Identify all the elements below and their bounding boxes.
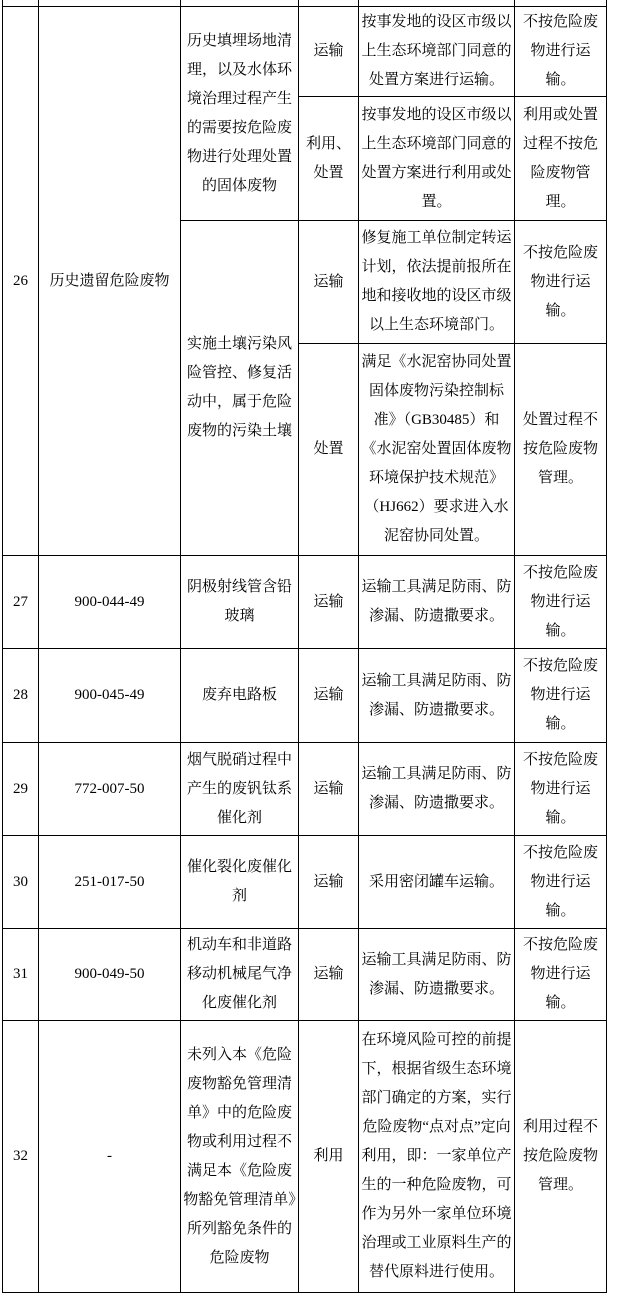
cell-exempt-condition: 运输工具满足防雨、防渗漏、防遗撒要求。: [359, 929, 515, 1021]
cell-row-number: 27: [3, 556, 39, 649]
cell-waste-description: 实施土壤污染风险管控、修复活动中，属于危险废物的污染土壤: [181, 221, 299, 556]
cell-exempt-stage: 处置: [299, 344, 359, 556]
cell-exempt-stage: 运输: [299, 929, 359, 1021]
cell-exempt-content: 不按危险废物进行运输。: [515, 556, 607, 649]
cell-exempt-condition: 运输工具满足防雨、防渗漏、防遗撒要求。: [359, 556, 515, 649]
cell-waste-code: 251-017-50: [39, 836, 181, 929]
cell-exempt-condition: 按事发地的设区市级以上生态环境部门同意的处置方案进行运输。: [359, 7, 515, 97]
cell-exempt-stage: 运输: [299, 649, 359, 743]
cell-exempt-stage: 利用: [299, 1021, 359, 1293]
cell-exempt-stage: 运输: [299, 221, 359, 344]
cell-exempt-content: 不按危险废物进行运输。: [515, 7, 607, 97]
cell-exempt-condition: 满足《水泥窑协同处置固体废物污染控制标准》（GB30485）和《水泥窑处置固体废物环境保护技术规范》（HJ662）要求进入水泥窑协同处置。: [359, 344, 515, 556]
cell-row-number: 31: [3, 929, 39, 1021]
cell-row-number: 28: [3, 649, 39, 743]
cell-waste-category: 历史遗留危险废物: [39, 7, 181, 556]
cell-exempt-content: 不按危险废物进行运输。: [515, 929, 607, 1021]
table-row-28: [3, 649, 607, 743]
cell-waste-description: 历史填埋场地清理，以及水体环境治理过程产生的需要按危险废物进行处理处置的固体废物: [181, 7, 299, 221]
cell-waste-description: 阴极射线管含铅玻璃: [181, 556, 299, 649]
cell-exempt-content: 不按危险废物进行运输。: [515, 649, 607, 743]
cell-exempt-condition: 运输工具满足防雨、防渗漏、防遗撒要求。: [359, 649, 515, 743]
cell-exempt-stage: 运输: [299, 836, 359, 929]
cell-exempt-content: 利用或处置过程不按危险废物管理。: [515, 97, 607, 221]
cell-exempt-condition: 在环境风险可控的前提下，根据省级生态环境部门确定的方案，实行危险废物“点对点”定向利用，即：一家单位产生的一种危险废物，可作为另外一家单位环境治理或工业原料生产的替代原料进行使用。: [359, 1021, 515, 1293]
cell-waste-description: 催化裂化废催化剂: [181, 836, 299, 929]
cell-row-number: 30: [3, 836, 39, 929]
cell-waste-code: 900-044-49: [39, 556, 181, 649]
cell-exempt-condition: 采用密闭罐车运输。: [359, 836, 515, 929]
cell-exempt-condition: 运输工具满足防雨、防渗漏、防遗撒要求。: [359, 743, 515, 836]
table-row-27: [3, 556, 607, 649]
cell-exempt-stage: 运输: [299, 556, 359, 649]
cell-row-number: 29: [3, 743, 39, 836]
cell-waste-code: 900-049-50: [39, 929, 181, 1021]
table-row-26-transport-1: [3, 7, 607, 97]
cell-waste-description: 机动车和非道路移动机械尾气净化废催化剂: [181, 929, 299, 1021]
cell-waste-description: 废弃电路板: [181, 649, 299, 743]
cell-exempt-condition: 按事发地的设区市级以上生态环境部门同意的处置方案进行利用或处置。: [359, 97, 515, 221]
cell-exempt-content: 不按危险废物进行运输。: [515, 743, 607, 836]
cell-exempt-content: 不按危险废物进行运输。: [515, 221, 607, 344]
cell-waste-code: 900-045-49: [39, 649, 181, 743]
cell-exempt-stage: 运输: [299, 743, 359, 836]
cell-waste-code: 772-007-50: [39, 743, 181, 836]
cell-row-number: 32: [3, 1021, 39, 1293]
cell-exempt-content: 处置过程不按危险废物管理。: [515, 344, 607, 556]
cell-exempt-stage: 运输: [299, 7, 359, 97]
table-row-30: [3, 836, 607, 929]
exemption-table: [2, 0, 607, 1293]
cell-exempt-content: 利用过程不按危险废物管理。: [515, 1021, 607, 1293]
cell-row-number: 26: [3, 7, 39, 556]
cell-waste-description: 烟气脱硝过程中产生的废钒钛系催化剂: [181, 743, 299, 836]
table-row-32: [3, 1021, 607, 1293]
cell-exempt-content: 不按危险废物进行运输。: [515, 836, 607, 929]
cell-waste-description: 未列入本《危险废物豁免管理清单》中的危险废物或利用过程不满足本《危险废物豁免管理清单》所列豁免条件的危险废物: [181, 1021, 299, 1293]
cell-exempt-condition: 修复施工单位制定转运计划，依法提前报所在地和接收地的设区市级以上生态环境部门。: [359, 221, 515, 344]
cell-exempt-stage: 利用、处置: [299, 97, 359, 221]
cell-waste-code: -: [39, 1021, 181, 1293]
table-row-31: [3, 929, 607, 1021]
table-row-29: [3, 743, 607, 836]
